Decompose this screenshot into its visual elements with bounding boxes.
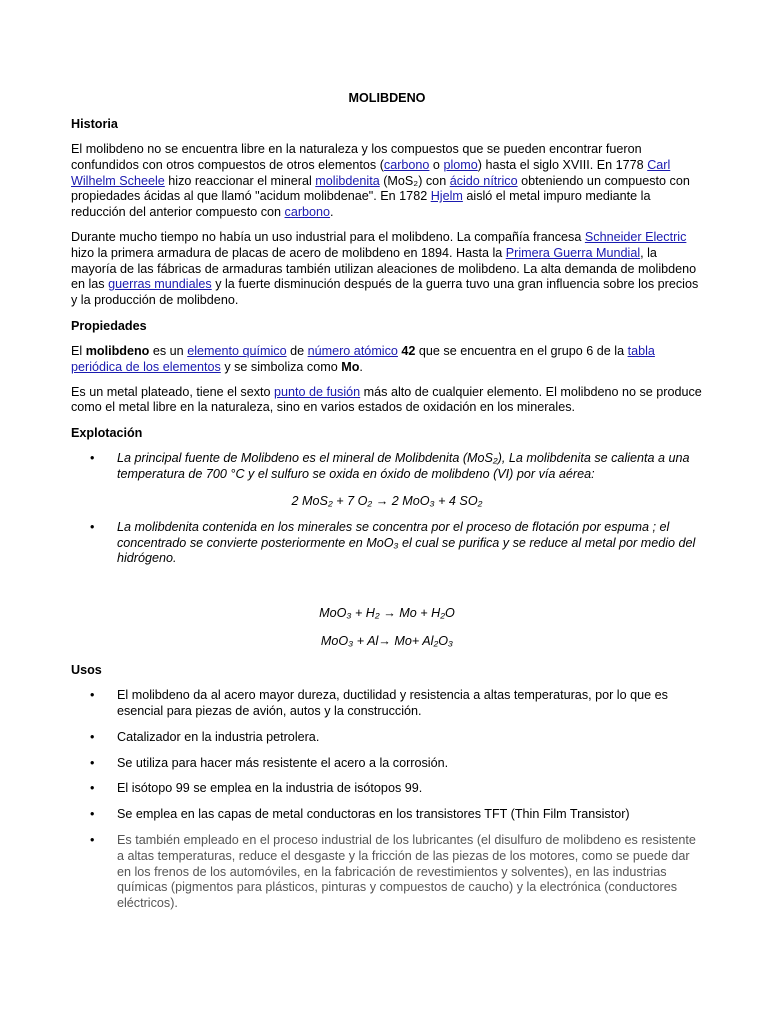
propiedades-paragraph-2: [71, 385, 703, 417]
link-hjelm[interactable]: Hjelm: [430, 189, 463, 204]
section-heading-usos: Usos: [71, 663, 102, 678]
equation-2: MoO₃ + H₂ → Mo + H₂O: [319, 606, 455, 621]
text: Durante mucho tiempo no había un uso industrial para el molibdeno. La compañía francesa: [71, 229, 585, 244]
document-body: [71, 90, 703, 922]
bullet: •: [90, 755, 95, 770]
list-item: [71, 451, 703, 483]
section-heading-historia: Historia: [71, 117, 118, 131]
section-heading-propiedades: Propiedades: [71, 318, 147, 333]
list-item-text: Se emplea en las capas de metal conductoras en los transistores TFT (Thin Film Transistor): [117, 807, 630, 822]
list-item: [71, 781, 703, 797]
bold-mo: Mo: [341, 359, 360, 374]
text: más alto de cualquier elemento. El molibdeno no se produce como el metal libre en la naturaleza, sino en varios estados de oxidación en los minerales.: [71, 384, 702, 415]
list-item: [71, 756, 703, 772]
link-tabla-periodica[interactable]: tabla periódica de los elementos: [71, 343, 655, 374]
text: es un: [149, 343, 188, 358]
section-heading-explotacion: Explotación: [71, 426, 143, 441]
list-item-text: Es también empleado en el proceso industrial de los lubricantes (el disulfuro de molibdeno es resistente a altas temperaturas, reduce el desgaste y la fricción de las piezas de los motores, como se puede dar en los frenos de los automóviles, en la fabricación de revestimientos y solventes), en las industrias químicas (pigmentos para plásticos, pinturas y compuestos de caucho) y la electrónica (conductores eléctricos).: [117, 832, 696, 911]
text: El: [71, 343, 86, 358]
propiedades-paragraph-1: [71, 344, 703, 376]
bullet: •: [90, 519, 95, 534]
list-item-text: La molibdenita contenida en los minerales se concentra por el proceso de flotación por espuma ; el concentrado se convierte posteriormente en MoO₃ el cual se purifica y se reduce al metal por medio del hidrógeno.: [117, 519, 696, 566]
text: obteniendo un compuesto con propiedades ácidas al que llamó "acidum molibdenae". En 1782: [71, 173, 690, 204]
bullet: •: [90, 688, 95, 703]
equation-1: 2 MoS₂ + 7 O₂ → 2 MoO₃ + 4 SO₂: [291, 493, 483, 508]
list-item: [71, 730, 703, 746]
bullet: •: [90, 451, 95, 466]
text: El molibdeno no se encuentra libre en la naturaleza y los compuestos que se pueden encontrar fueron confundidos con otros compuestos de otros elementos (: [71, 142, 642, 172]
list-item-text: El molibdeno da al acero mayor dureza, ductilidad y resistencia a altas temperaturas, por lo que es esencial para piezas de avión, autos y la construcción.: [117, 688, 668, 718]
text: ) hasta el siglo XVIII. En 1778: [477, 157, 648, 172]
text: .: [330, 205, 334, 220]
document-title: MOLIBDENO: [348, 91, 426, 105]
text: y la fuerte disminución después de la guerra tuvo una gran influencia sobre los precios y la producción de molibdeno.: [71, 277, 699, 308]
link-carbono[interactable]: carbono: [383, 157, 430, 172]
link-elemento-quimico[interactable]: elemento químico: [187, 343, 287, 358]
list-item-text: La principal fuente de Molibdeno es el mineral de Molibdenita (MoS₂), La molibdenita se calienta a una temperatura de 700 °C y el sulfuro se oxida en óxido de molibdeno (VI) por vía aérea:: [117, 451, 690, 481]
list-item-text: Catalizador en la industria petrolera.: [117, 729, 320, 744]
historia-paragraph-2: [71, 230, 703, 309]
link-punto-de-fusion[interactable]: punto de fusión: [274, 384, 361, 399]
text: hizo reaccionar el mineral: [164, 173, 316, 188]
text: , la mayoría de las fábricas de armaduras también utilizan aleaciones de molibdeno. La alta demanda de molibdeno en las: [71, 245, 697, 292]
bullet: •: [90, 832, 95, 847]
text: (MoS₂) con: [379, 173, 450, 188]
list-item: [71, 688, 703, 720]
text: hizo la primera armadura de placas de acero de molibdeno en 1894. Hasta la: [71, 245, 506, 260]
link-schneider-electric[interactable]: Schneider Electric: [584, 229, 687, 244]
list-item: [71, 807, 703, 823]
equation-3: MoO₃ + Al→ Mo+ Al₂O₃: [320, 634, 454, 649]
list-item: [71, 833, 703, 912]
link-molibdenita[interactable]: molibdenita: [315, 173, 380, 188]
text: .: [359, 359, 363, 374]
bold-42: 42: [401, 343, 416, 358]
bullet: •: [90, 729, 95, 744]
list-item-text: El isótopo 99 se emplea en la industria de isótopos 99.: [117, 781, 423, 796]
bold-molibdeno: molibdeno: [85, 343, 150, 358]
link-numero-atomico[interactable]: número atómico: [307, 343, 398, 358]
link-carl-wilhelm-scheele[interactable]: Carl Wilhelm Scheele: [71, 157, 671, 188]
link-primera-guerra-mundial[interactable]: Primera Guerra Mundial: [505, 245, 641, 260]
historia-paragraph-1: [71, 142, 703, 221]
text: que se encuentra en el grupo 6 de la: [415, 343, 628, 358]
text: y se simboliza como: [220, 359, 342, 374]
list-item-text: Se utiliza para hacer más resistente el acero a la corrosión.: [117, 755, 449, 770]
text: o: [429, 157, 444, 172]
bullet: •: [90, 807, 95, 822]
bullet: •: [90, 781, 95, 796]
link-guerras-mundiales[interactable]: guerras mundiales: [108, 277, 212, 292]
list-item: [71, 520, 703, 567]
link-acido-nitrico[interactable]: ácido nítrico: [449, 173, 518, 188]
text: Es un metal plateado, tiene el sexto: [71, 384, 275, 399]
link-plomo[interactable]: plomo: [443, 157, 478, 172]
text: aisló el metal impuro mediante la reducción del anterior compuesto con: [71, 189, 651, 220]
text: de: [286, 343, 308, 358]
link-carbono-2[interactable]: carbono: [284, 205, 331, 220]
